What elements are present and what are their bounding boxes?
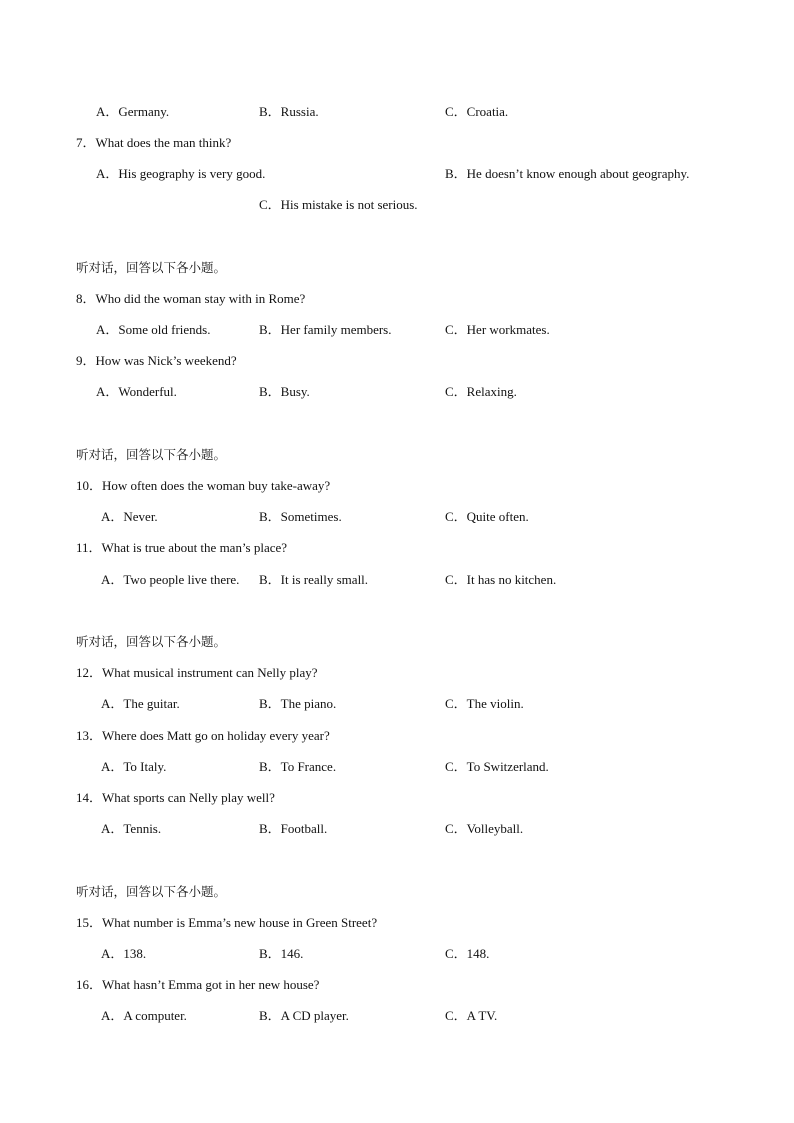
q16-option-b: B．A CD player.	[259, 1008, 349, 1023]
q14-stem: 14．What sports can Nelly play well?	[76, 790, 275, 805]
q11-stem: 11．What is true about the man’s place?	[76, 540, 288, 555]
q13-option-a: A．To Italy.	[101, 759, 167, 774]
q12-option-a: A．The guitar.	[101, 696, 180, 711]
q12-option-c: C．The violin.	[445, 696, 524, 711]
q13-option-c: C．To Switzerland.	[445, 759, 549, 774]
q11-option-c: C．It has no kitchen.	[445, 572, 557, 587]
q12-option-b: B．The piano.	[259, 696, 337, 711]
q6-option-b: B．Russia.	[259, 104, 319, 119]
q13-stem: 13．Where does Matt go on holiday every year?	[76, 728, 330, 743]
q7-option-c: C．His mistake is not serious.	[259, 197, 418, 212]
q7-stem: 7．What does the man think?	[76, 135, 232, 150]
section-instruction: 听对话，回答以下各小题。	[76, 260, 227, 275]
q9-option-c: C．Relaxing.	[445, 384, 517, 399]
q7-option-b: B．He doesn’t know enough about geography.	[445, 166, 690, 181]
section-instruction: 听对话，回答以下各小题。	[76, 634, 227, 649]
q15-option-c: C．148.	[445, 946, 490, 961]
q8-option-a: A．Some old friends.	[96, 322, 211, 337]
q7-option-a: A．His geography is very good.	[96, 166, 266, 181]
q8-stem: 8．Who did the woman stay with in Rome?	[76, 291, 306, 306]
q13-option-b: B．To France.	[259, 759, 337, 774]
q14-option-a: A．Tennis.	[101, 821, 162, 836]
q8-option-b: B．Her family members.	[259, 322, 392, 337]
q10-option-b: B．Sometimes.	[259, 509, 342, 524]
q12-stem: 12．What musical instrument can Nelly play?	[76, 665, 318, 680]
q15-option-b: B．146.	[259, 946, 304, 961]
q10-option-a: A．Never.	[101, 509, 158, 524]
q16-option-c: C．A TV.	[445, 1008, 498, 1023]
q14-option-b: B．Football.	[259, 821, 328, 836]
q10-stem: 10．How often does the woman buy take-away?	[76, 478, 331, 493]
q6-option-a: A．Germany.	[96, 104, 170, 119]
q11-option-b: B．It is really small.	[259, 572, 369, 587]
q11-option-a: A．Two people live there.	[101, 572, 240, 587]
q14-option-c: C．Volleyball.	[445, 821, 524, 836]
q8-option-c: C．Her workmates.	[445, 322, 550, 337]
q9-stem: 9．How was Nick’s weekend?	[76, 353, 237, 368]
q16-stem: 16．What hasn’t Emma got in her new house?	[76, 977, 320, 992]
q9-option-a: A．Wonderful.	[96, 384, 177, 399]
q15-stem: 15．What number is Emma’s new house in Green Street?	[76, 915, 378, 930]
q15-option-a: A．138.	[101, 946, 147, 961]
q9-option-b: B．Busy.	[259, 384, 310, 399]
q10-option-c: C．Quite often.	[445, 509, 529, 524]
q16-option-a: A．A computer.	[101, 1008, 187, 1023]
q6-option-c: C．Croatia.	[445, 104, 509, 119]
section-instruction: 听对话，回答以下各小题。	[76, 884, 227, 899]
section-instruction: 听对话，回答以下各小题。	[76, 447, 227, 462]
